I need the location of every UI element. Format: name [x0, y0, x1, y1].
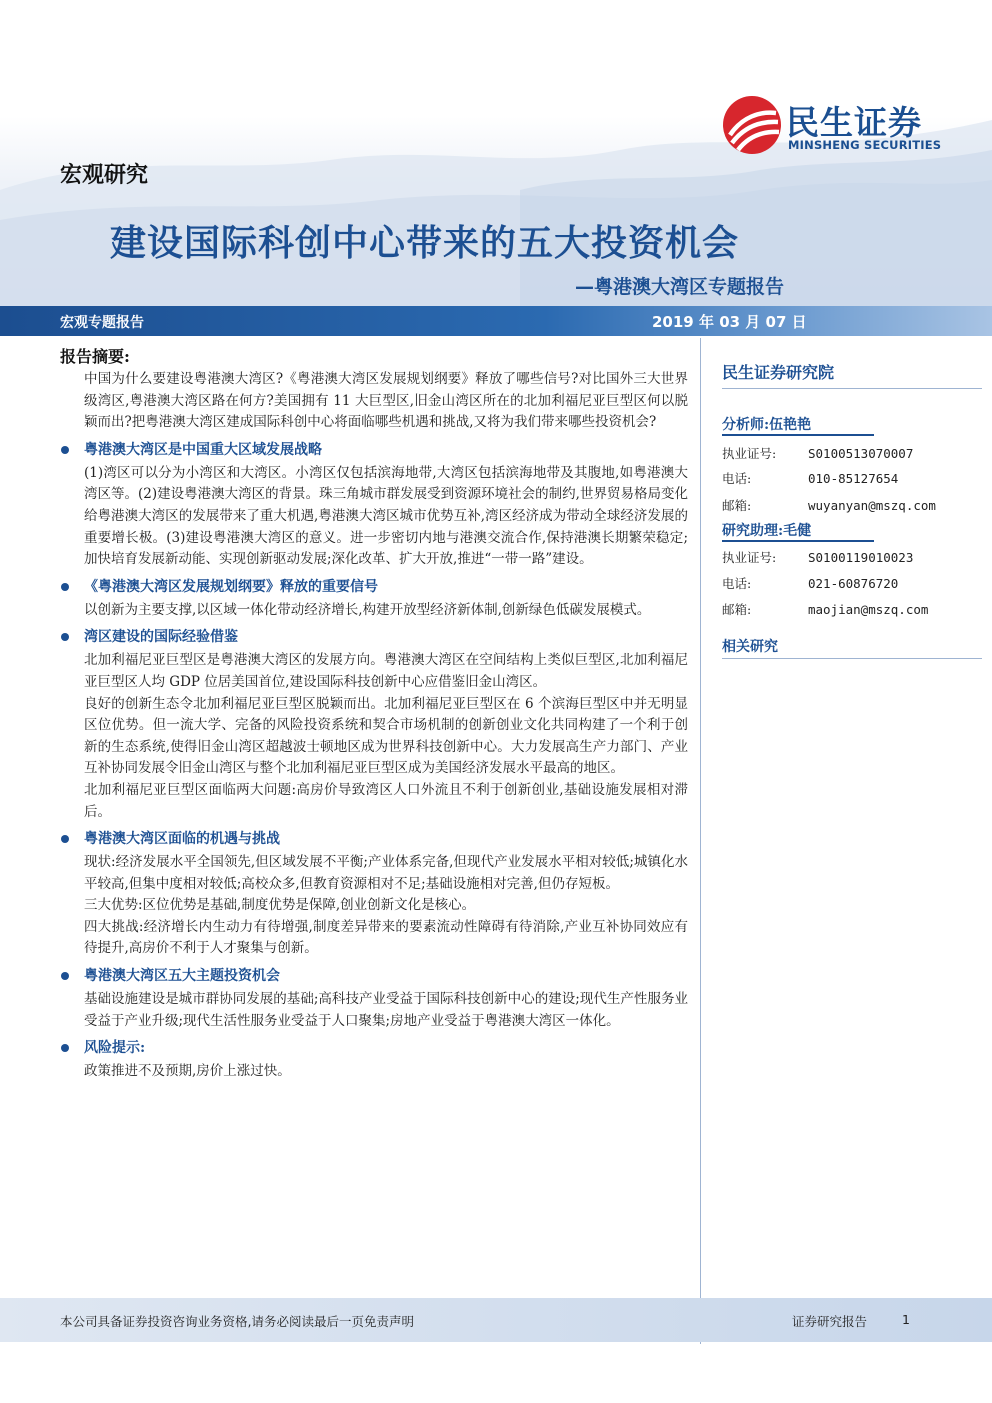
assistant-license: 执业证号: S0100119010023 [722, 550, 914, 565]
bullet-dot-icon [61, 972, 69, 980]
bullet-dot-icon [61, 446, 69, 454]
section-paragraph: 现状:经济发展水平全国领先,但区域发展不平衡;产业体系完备,但现代产业发展水平相对较低;城镇化水平较高,但集中度相对较低;高校众多,但教育资源相对不足;基础设施相对完善,但仍存短板。 [84, 854, 688, 892]
section-paragraph: 以创新为主要支撑,以区域一体化带动经济增长,构建开放型经济新体制,创新绿色低碳发展模式。 [84, 601, 651, 618]
section-paragraph: (1)湾区可以分为小湾区和大湾区。小湾区仅包括滨海地带,大湾区包括滨海地带及其腹地,如粤港澳大湾区等。(2)建设粤港澳大湾区的背景。珠三角城市群发展受到资源环境社会的制约,世界贸易格局变化给粤港澳大湾区的发展带来了重大机遇,粤港澳大湾区城市优势互补,湾区经济成为带动全球经济发展的重要增长极。(3)建设粤港澳大湾区的意义。进一步密切内地与港澳交流合作,保持港澳长期繁荣稳定;加快培育发展新动能、实现创新驱动发展;深化改革、扩大开放,推进“一带一路”建设。 [84, 464, 688, 568]
page-footer [0, 1298, 992, 1342]
section-heading: 风险提示: [60, 1038, 688, 1058]
bullet-dot-icon [61, 835, 69, 843]
page-number: 1 [902, 1312, 910, 1327]
minsheng-logo-icon [722, 95, 782, 155]
analyst-name: 分析师:伍艳艳 [722, 417, 812, 433]
divider [722, 434, 874, 436]
company-logo [722, 95, 952, 157]
bullet-dot-icon [61, 583, 69, 591]
report-info-bar [0, 306, 992, 336]
research-institute: 民生证券研究院 [722, 363, 835, 382]
section-paragraph: 三大优势:区位优势是基础,制度优势是保障,创业创新文化是核心。 [84, 897, 476, 914]
section-paragraph: 政策推进不及预期,房价上涨过快。 [84, 1063, 291, 1080]
section-paragraph: 四大挑战:经济增长内生动力有待增强,制度差异带来的要素流动性障碍有待消除,产业互补协同效应有待提升,高房价不利于人才聚集与创新。 [84, 918, 688, 957]
section-paragraph: 基础设施建设是城市群协同发展的基础;高科技产业受益于国际科技创新中心的建设;现代生产性服务业受益于产业升级;现代生活性服务业受益于人口聚集;房地产业受益于粤港澳大湾区一体化。 [84, 991, 688, 1029]
analyst-email[interactable]: 邮箱: wuyanyan@mszq.com [722, 498, 936, 513]
assistant-name: 研究助理:毛健 [722, 523, 812, 539]
bullet-dot-icon [61, 1044, 69, 1052]
analyst-phone: 电话: 010-85127654 [722, 471, 899, 486]
divider [722, 540, 874, 542]
section-heading: 粤港澳大湾区面临的机遇与挑战 [60, 829, 688, 849]
section-paragraph: 良好的创新生态令北加利福尼亚巨型区脱颖而出。北加利福尼亚巨型区在 6 个滨海巨型区中并无明显区位优势。但一流大学、完备的风险投资系统和契合市场机制的创新创业文化共同构建了一个利于创新的生态系统,使得旧金山湾区超越波士顿地区成为世界科技创新中心。大力发展高生产力部门、产业互补协同发展令旧金山湾区与整个北加利福尼亚巨型区成为美国经济发展水平最高的地区。 [84, 695, 688, 777]
brand-name-cn: 民生证券 [786, 103, 922, 142]
abstract-intro: 中国为什么要建设粤港澳大湾区?《粤港澳大湾区发展规划纲要》释放了哪些信号?对比国外三大世界级湾区,粤港澳大湾区路在何方?美国拥有 11 大巨型区,旧金山湾区所在的北加利福尼亚巨型区何以脱颖而出?把粤港澳大湾区建成国际科创中心将面临哪些机遇和挑战,又将为我们带来哪些投资机会? [84, 371, 688, 431]
column-divider [700, 338, 701, 1344]
footer-disclaimer: 本公司具备证券投资咨询业务资格,请务必阅读最后一页免责声明 [60, 1314, 414, 1329]
related-research-heading: 相关研究 [722, 639, 778, 655]
divider [722, 388, 982, 389]
section-heading: 湾区建设的国际经验借鉴 [60, 627, 688, 647]
report-date: 2019 年 03 月 07 日 [652, 313, 807, 331]
analyst-license: 执业证号: S0100513070007 [722, 446, 914, 461]
assistant-email[interactable]: 邮箱: maojian@mszq.com [722, 602, 929, 617]
footer-doc-type: 证券研究报告 [792, 1314, 868, 1329]
abstract-column [60, 344, 688, 1083]
section-heading: 《粤港澳大湾区发展规划纲要》释放的重要信号 [60, 577, 688, 597]
section-heading: 粤港澳大湾区是中国重大区域发展战略 [60, 440, 688, 460]
report-category: 宏观研究 [60, 163, 149, 188]
report-title: 建设国际科创中心带来的五大投资机会 [110, 223, 740, 264]
bullet-dot-icon [61, 633, 69, 641]
report-subtitle: —粤港澳大湾区专题报告 [575, 276, 785, 298]
brand-name-en: MINSHENG SECURITIES [788, 138, 942, 152]
abstract-title: 报告摘要: [60, 347, 130, 366]
divider [722, 658, 982, 659]
section-paragraph: 北加利福尼亚巨型区面临两大问题:高房价导致湾区人口外流且不利于创新创业,基础设施发展相对滞后。 [84, 781, 688, 820]
section-heading: 粤港澳大湾区五大主题投资机会 [60, 966, 688, 986]
assistant-phone: 电话: 021-60876720 [722, 576, 899, 591]
report-type: 宏观专题报告 [60, 315, 144, 331]
section-paragraph: 北加利福尼亚巨型区是粤港澳大湾区的发展方向。粤港澳大湾区在空间结构上类似巨型区,北加利福尼亚巨型区人均 GDP 位居美国首位,建设国际科技创新中心应借鉴旧金山湾区。 [84, 652, 688, 690]
